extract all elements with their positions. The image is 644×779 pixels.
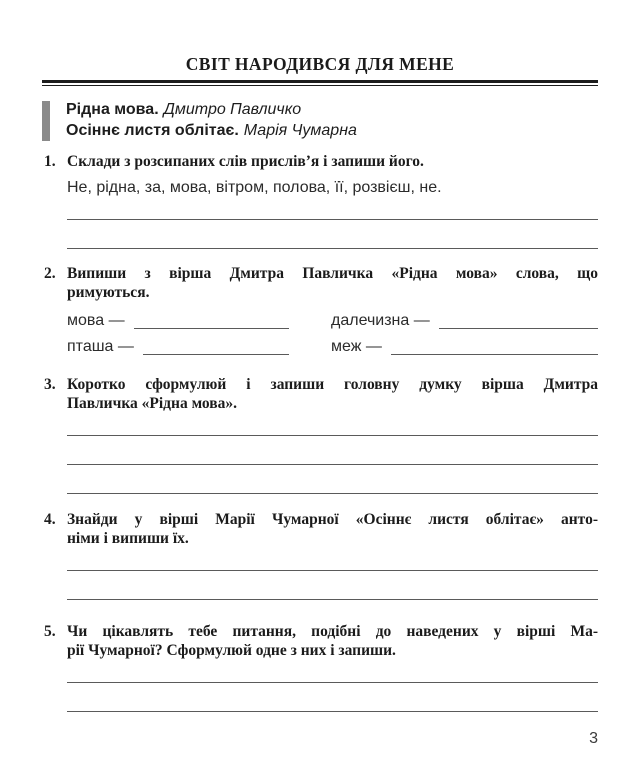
rhyme-pair: [331, 330, 598, 356]
write-in-line: [67, 413, 598, 436]
exercise-1: [42, 152, 598, 249]
exercise-number: 5.: [44, 623, 56, 640]
write-in-line: [67, 660, 598, 683]
write-in-line: [391, 354, 598, 355]
rhyme-word-label: далечизна —: [331, 312, 430, 329]
exercise-content: [67, 264, 598, 356]
write-in-lines: [67, 413, 598, 494]
exercise-heading-line: Чи цікавлять тебе питання, подібні до наведених у вірші Ма-: [67, 623, 598, 640]
rhyme-pair: [67, 330, 289, 356]
write-in-line: [67, 220, 598, 249]
rhyme-word-label: пташа —: [67, 338, 134, 355]
exercise-content: [67, 510, 598, 600]
exercise-heading-line: Склади з розсипаних слів прислів’я і запиши його.: [67, 153, 424, 170]
exercise-heading-line: Павличка «Рідна мова».: [67, 395, 238, 412]
exercise-heading-line: німи і випиши їх.: [67, 530, 189, 547]
rhyme-pair: [331, 304, 598, 330]
exercise-number: 2.: [44, 265, 56, 282]
write-in-lines: [67, 660, 598, 712]
write-in-line: [67, 465, 598, 494]
write-in-line: [67, 548, 598, 571]
write-in-line: [67, 571, 598, 600]
exercise-3: [42, 375, 598, 494]
rhyme-word-label: меж —: [331, 338, 382, 355]
exercise-number: 4.: [44, 511, 56, 528]
exercise-5: [42, 622, 598, 712]
poem-author: Дмитро Павличко: [163, 101, 302, 118]
poem-title: Рідна мова.: [66, 101, 159, 118]
exercise-number: 1.: [44, 153, 56, 170]
rhyme-pairs: [67, 304, 598, 356]
lesson-item: [66, 120, 598, 141]
write-in-line: [439, 328, 598, 329]
write-in-line: [67, 436, 598, 465]
exercise-heading-line: римуються.: [67, 284, 150, 301]
section-title: СВІТ НАРОДИВСЯ ДЛЯ МЕНЕ: [185, 54, 455, 74]
lesson-header: [42, 99, 598, 141]
poem-author: Марія Чумарна: [243, 122, 357, 139]
exercise-heading-line: рії Чумарної? Сформулюй одне з них і запиши.: [67, 642, 396, 659]
exercise-number: 3.: [44, 376, 56, 393]
exercise-content: [67, 375, 598, 494]
write-in-line: [67, 683, 598, 712]
write-in-line: [67, 197, 598, 220]
exercise-content: [67, 622, 598, 712]
exercise-heading-line: Знайди у вірші Марії Чумарної «Осіннє листя облітає» анто-: [67, 511, 598, 528]
exercise-heading-line: Коротко сформулюй і запиши головну думку вірша Дмитра: [67, 376, 598, 393]
rhyme-word-label: мова —: [67, 312, 125, 329]
exercise-4: [42, 510, 598, 600]
exercise-word-list: Не, рідна, за, мова, вітром, полова, її, розвієш, не.: [67, 179, 442, 196]
lesson-item: [66, 99, 598, 120]
exercise-content: [67, 152, 598, 249]
write-in-line: [134, 328, 289, 329]
lesson-marker-bar: [42, 101, 50, 141]
write-in-line: [143, 354, 289, 355]
exercise-2: [42, 264, 598, 356]
write-in-lines: [67, 548, 598, 600]
title-divider: [42, 80, 598, 86]
exercise-heading-line: Випиши з вірша Дмитра Павличка «Рідна мова» слова, що: [67, 265, 598, 282]
rhyme-pair: [67, 304, 289, 330]
write-in-lines: [67, 197, 598, 249]
poem-title: Осіннє листя облітає.: [66, 122, 239, 139]
page-number: 3: [589, 730, 598, 747]
